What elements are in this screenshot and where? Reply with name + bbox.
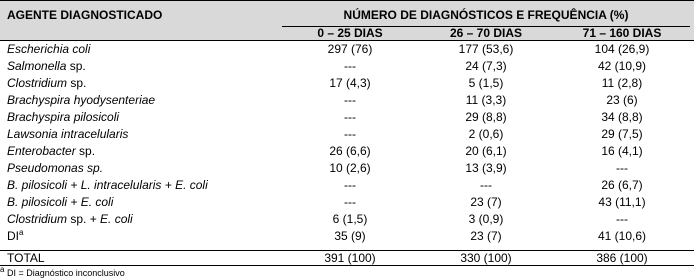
period-header-3: 71 – 160 DIAS [582,26,662,40]
frequency-group-header: NÚMERO DE DIAGNÓSTICOS E FREQUÊNCIA (%) [343,8,629,22]
agent-label: B. pilosicoli + L. intracelularis + E. coli [7,178,208,192]
table-cell: 17 (4,3) [329,76,371,90]
table-cell: 23 (7) [470,195,502,209]
table-cell: 26 (6,6) [329,144,371,158]
table-cell: --- [344,195,356,209]
table-cell: 13 (3,9) [465,161,507,175]
period-header-1: 0 – 25 DIAS [317,26,383,40]
agent-label: Pseudomonas sp. [7,161,104,175]
table-cell: 3 (0,9) [468,212,504,226]
table-cell: 23 (6) [606,93,638,107]
table-cell: --- [344,178,356,192]
table-cell: 41 (10,6) [597,229,647,243]
table-cell: 6 (1,5) [332,212,368,226]
table-cell: 24 (7,3) [465,59,507,73]
subheader-rule [0,40,694,41]
table-cell: 23 (7) [470,229,502,243]
total-cell-2: 330 (100) [460,251,512,265]
table-cell: 10 (2,6) [329,161,371,175]
agent-label: Brachyspira pilosicoli [7,110,120,124]
table-cell: 104 (26,9) [594,42,650,56]
table-cell: 26 (6,7) [601,178,643,192]
table-cell: 20 (6,1) [465,144,507,158]
table-cell: --- [616,161,628,175]
table-cell: 11 (2,8) [601,76,643,90]
table-cell: --- [344,110,356,124]
table-cell: 42 (10,9) [597,59,647,73]
agent-label: Salmonella sp. [7,59,86,73]
table-cell: 11 (3,3) [465,93,507,107]
total-cell-1: 391 (100) [324,251,376,265]
total-bottom-rule [0,265,694,266]
agent-label: Lawsonia intracelularis [7,127,129,141]
total-label: TOTAL [7,251,45,265]
table-cell: --- [480,178,492,192]
table-cell: 29 (8,8) [465,110,507,124]
table-cell: 43 (11,1) [598,195,646,209]
table-cell: --- [344,127,356,141]
agent-label: Clostridium sp. + E. coli [7,212,133,226]
footnote: $^a$ DI = Diagnóstico inconclusivo [0,265,125,278]
table-cell: 2 (0,6) [468,127,504,141]
agent-label: $DI^a$ [7,228,24,243]
table-cell: --- [616,212,628,226]
top-rule [0,0,694,1]
period-header-2: 26 – 70 DIAS [449,26,523,40]
table-cell: --- [344,93,356,107]
agent-label: B. pilosicoli + E. coli [7,195,114,209]
agent-label: Brachyspira hyodysenteriae [7,93,156,107]
total-cell-3: 386 (100) [596,251,648,265]
table-cell: 177 (53,6) [458,42,514,56]
table-cell: 16 (4,1) [601,144,643,158]
table-cell: 34 (8,8) [601,110,643,124]
table-cell: --- [344,59,356,73]
agent-column-header: AGENTE DIAGNOSTICADO [7,8,163,22]
table-cell: 35 (9) [334,229,366,243]
table-cell: 29 (7,5) [601,127,643,141]
agent-label: Escherichia coli [7,42,91,56]
table-cell: 297 (76) [327,42,373,56]
table-cell: 5 (1,5) [468,76,504,90]
agent-label: Enterobacter sp. [7,144,96,158]
agent-label: Clostridium sp. [7,76,87,90]
